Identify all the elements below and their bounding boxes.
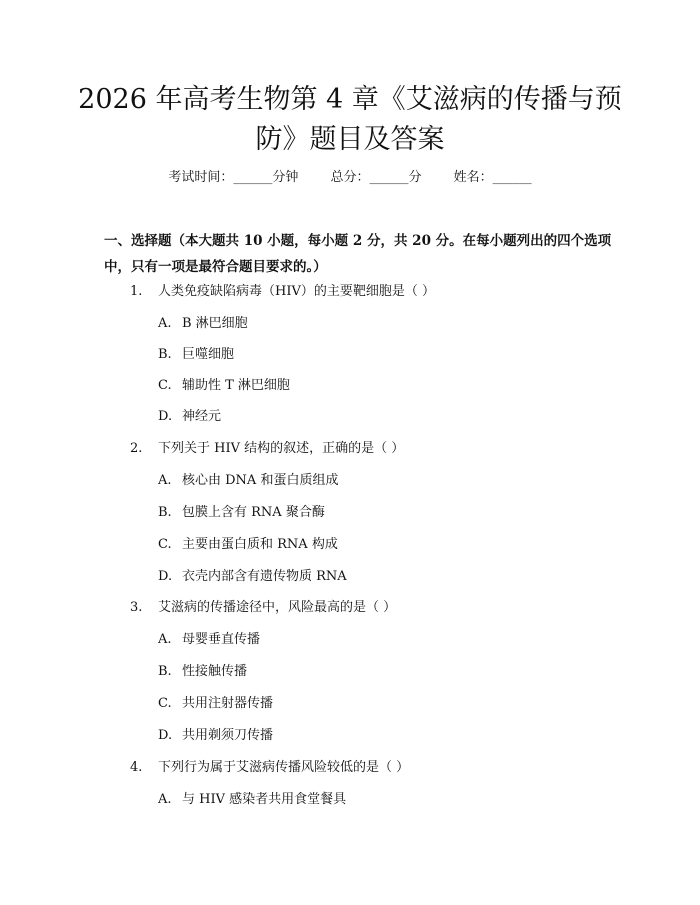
question-4 <box>130 758 409 778</box>
q1-option-d <box>158 407 221 427</box>
title-line-1: 2026 年高考生物第 4 章《艾滋病的传播与预 <box>78 84 622 115</box>
option-text: 与 HIV 感染者共用食堂餐具 <box>182 792 347 807</box>
option-text: B 淋巴细胞 <box>182 316 248 331</box>
student-name-field: 姓名：______ <box>453 170 532 185</box>
q3-option-b <box>158 662 247 682</box>
option-text: 核心由 DNA 和蛋白质组成 <box>182 473 339 488</box>
q3-option-a <box>158 630 260 650</box>
option-text: 辅助性 T 淋巴细胞 <box>182 378 290 393</box>
option-letter: A. <box>158 632 172 647</box>
option-text: 共用剃须刀传播 <box>182 728 274 743</box>
option-letter: C. <box>158 378 172 393</box>
option-text: 性接触传播 <box>182 664 248 679</box>
question-stem: 下列行为属于艾滋病传播风险较低的是（ ） <box>158 760 410 775</box>
option-letter: A. <box>158 316 172 331</box>
q3-option-d <box>158 726 273 746</box>
exam-time-field: 考试时间：______分钟 <box>168 170 299 185</box>
q2-option-a <box>158 471 338 491</box>
question-2 <box>130 439 404 459</box>
q3-option-c <box>158 694 273 714</box>
question-number: 3. <box>130 600 143 615</box>
option-letter: C. <box>158 537 172 552</box>
option-letter: D. <box>158 728 173 743</box>
option-text: 神经元 <box>182 409 222 424</box>
title-line-2: 防》题目及答案 <box>255 124 445 155</box>
q1-option-a <box>158 314 248 334</box>
option-text: 共用注射器传播 <box>182 696 274 711</box>
option-text: 母婴垂直传播 <box>182 632 261 647</box>
question-number: 1. <box>130 284 143 299</box>
option-letter: C. <box>158 696 172 711</box>
total-score-field: 总分：______分 <box>330 170 422 185</box>
q1-option-b <box>158 345 234 365</box>
q2-option-b <box>158 503 325 523</box>
q4-option-a <box>158 790 346 810</box>
question-number: 4. <box>130 760 143 775</box>
option-text: 巨噬细胞 <box>182 347 235 362</box>
option-text: 包膜上含有 RNA 聚合酶 <box>182 505 325 520</box>
question-stem: 下列关于 HIV 结构的叙述，正确的是（ ） <box>158 441 405 456</box>
option-text: 衣壳内部含有遗传物质 RNA <box>182 569 347 584</box>
option-letter: D. <box>158 409 173 424</box>
q2-option-d <box>158 567 347 587</box>
option-letter: B. <box>158 505 172 520</box>
question-stem: 人类免疫缺陷病毒（HIV）的主要靶细胞是（ ） <box>158 284 435 299</box>
question-3 <box>130 598 396 618</box>
question-stem: 艾滋病的传播途径中，风险最高的是（ ） <box>158 600 397 615</box>
section-header-choice: 一、选择题（本大题共 10 小题，每小题 2 分，共 20 分。在每小题列出的四个选项中，只有一项是最符合题目要求的。） <box>104 233 612 275</box>
exam-meta <box>0 168 700 188</box>
q2-option-c <box>158 535 338 555</box>
option-letter: A. <box>158 473 172 488</box>
question-1 <box>130 282 435 302</box>
option-text: 主要由蛋白质和 RNA 构成 <box>182 537 338 552</box>
document-title <box>60 80 640 160</box>
option-letter: B. <box>158 347 172 362</box>
option-letter: D. <box>158 569 173 584</box>
q1-option-c <box>158 376 290 396</box>
option-letter: B. <box>158 664 172 679</box>
option-letter: A. <box>158 792 172 807</box>
question-number: 2. <box>130 441 143 456</box>
